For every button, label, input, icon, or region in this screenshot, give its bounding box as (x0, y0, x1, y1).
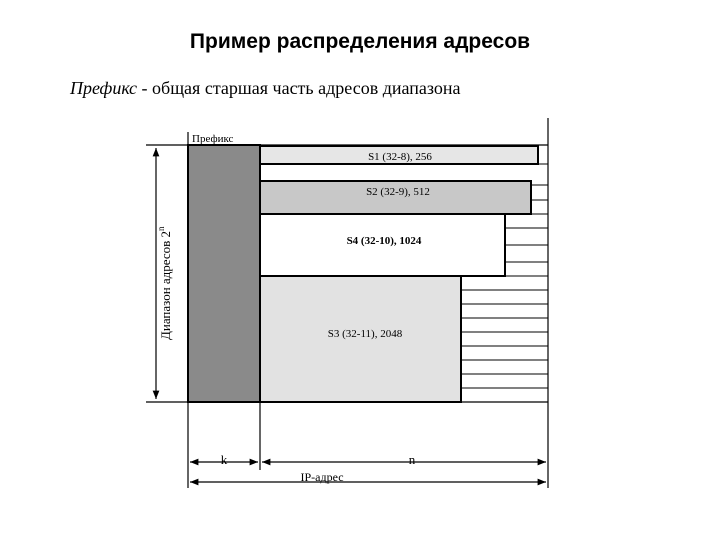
block-s3-label: S3 (32-11), 2048 (327, 328, 403, 340)
n-label: n (408, 452, 416, 467)
range-label-text: Диапазон адресов 2 (158, 230, 173, 340)
block-s2-label: S2 (32-9), 512 (366, 186, 430, 198)
prefix-column (188, 145, 260, 402)
k-label: k (220, 452, 228, 467)
prefix-label: Префикс (192, 133, 234, 145)
block-s1-label: S1 (32-8), 256 (368, 151, 432, 163)
range-label (156, 226, 173, 340)
block-s4-label: S4 (32-10), 1024 (346, 235, 422, 247)
slide-title: Пример распределения адресов (189, 30, 531, 53)
range-exponent: n (156, 226, 166, 231)
prefix-definition-text: - общая старшая часть адресов диапазона (137, 78, 461, 98)
prefix-term: Префикс (70, 78, 138, 98)
ip-address-label: IP-адрес (300, 470, 344, 484)
